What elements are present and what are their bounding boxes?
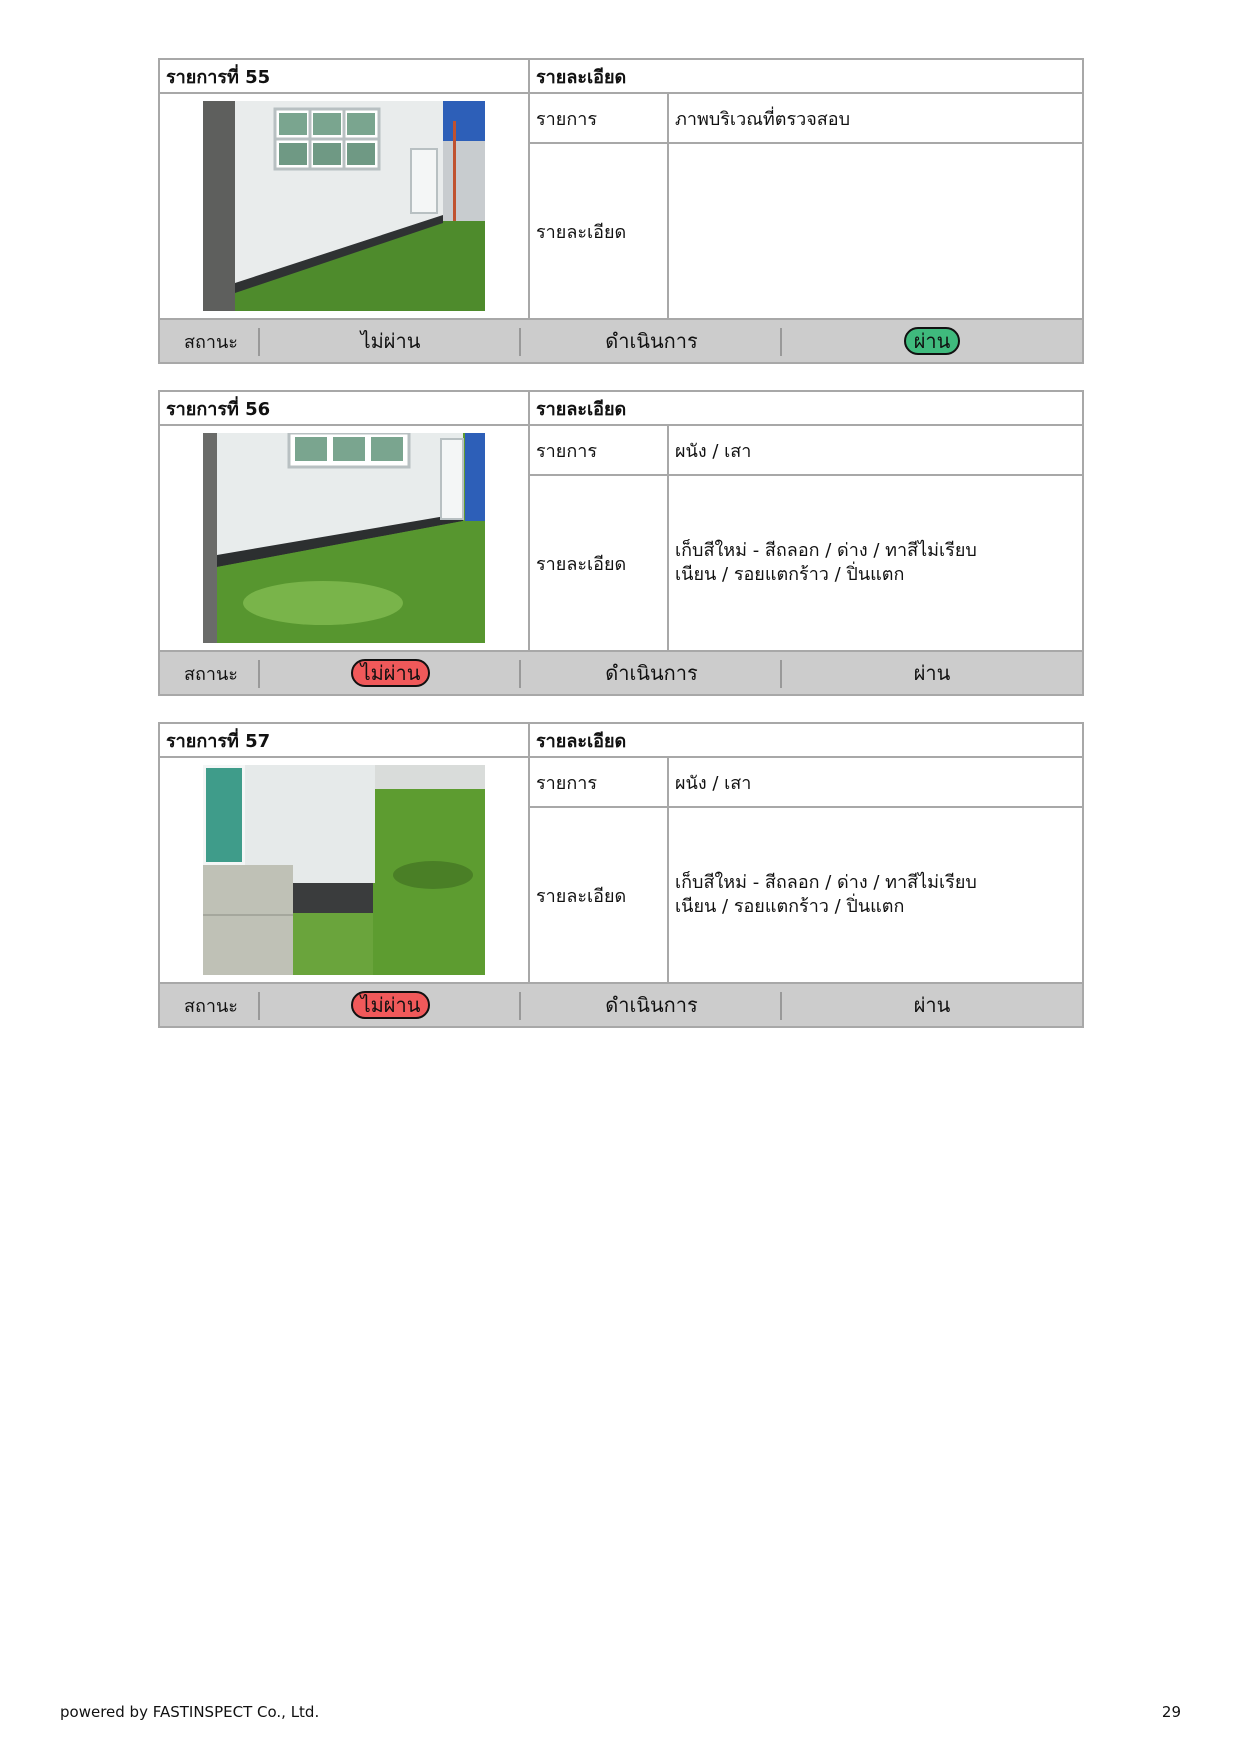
in-progress-text: ดำเนินการ	[605, 661, 698, 685]
detail-header: รายละเอียด	[530, 60, 1082, 94]
status-pass-option	[782, 320, 1082, 362]
status-bar	[160, 984, 1082, 1026]
status-in-progress-option	[521, 320, 782, 362]
inspection-photo	[203, 765, 485, 975]
status-fail-option	[260, 320, 521, 362]
status-in-progress-option	[521, 984, 782, 1026]
item-value: ผนัง / เสา	[669, 426, 1082, 476]
fail-badge: ไม่ผ่าน	[351, 991, 431, 1019]
item-value: ผนัง / เสา	[669, 758, 1082, 808]
photo-cell	[160, 758, 530, 984]
detail-label: รายละเอียด	[530, 144, 669, 320]
item-title: รายการที่ 56	[160, 392, 530, 426]
pass-text: ผ่าน	[913, 661, 951, 685]
inspection-card-55	[158, 58, 1084, 364]
inspection-photo	[203, 101, 485, 311]
page-number: 29	[1161, 1703, 1181, 1721]
status-pass-option	[782, 984, 1082, 1026]
item-title: รายการที่ 57	[160, 724, 530, 758]
item-label: รายการ	[530, 94, 669, 144]
status-bar	[160, 320, 1082, 362]
fail-text: ไม่ผ่าน	[360, 329, 421, 353]
inspection-card-56	[158, 390, 1084, 696]
detail-header: รายละเอียด	[530, 392, 1082, 426]
photo-cell	[160, 426, 530, 652]
status-label: สถานะ	[160, 984, 260, 1026]
item-title: รายการที่ 55	[160, 60, 530, 94]
item-label: รายการ	[530, 426, 669, 476]
item-value: ภาพบริเวณที่ตรวจสอบ	[669, 94, 1082, 144]
detail-label: รายละเอียด	[530, 476, 669, 652]
detail-value: เก็บสีใหม่ - สีถลอก / ด่าง / ทาสีไม่เรียบเนียน / รอยแตกร้าว / ปิ่นแตก	[669, 808, 1082, 984]
status-fail-option	[260, 652, 521, 694]
status-label: สถานะ	[160, 652, 260, 694]
status-fail-option	[260, 984, 521, 1026]
status-bar	[160, 652, 1082, 694]
inspection-photo	[203, 433, 485, 643]
in-progress-text: ดำเนินการ	[605, 993, 698, 1017]
item-label: รายการ	[530, 758, 669, 808]
inspection-card-57	[158, 722, 1084, 1028]
fail-badge: ไม่ผ่าน	[351, 659, 431, 687]
pass-text: ผ่าน	[913, 993, 951, 1017]
status-in-progress-option	[521, 652, 782, 694]
detail-label: รายละเอียด	[530, 808, 669, 984]
status-label: สถานะ	[160, 320, 260, 362]
photo-cell	[160, 94, 530, 320]
detail-value	[669, 144, 1082, 320]
detail-value: เก็บสีใหม่ - สีถลอก / ด่าง / ทาสีไม่เรียบเนียน / รอยแตกร้าว / ปิ่นแตก	[669, 476, 1082, 652]
footer-powered-by: powered by FASTINSPECT Co., Ltd.	[60, 1703, 320, 1721]
status-pass-option	[782, 652, 1082, 694]
detail-header: รายละเอียด	[530, 724, 1082, 758]
pass-badge: ผ่าน	[904, 327, 961, 355]
in-progress-text: ดำเนินการ	[605, 329, 698, 353]
